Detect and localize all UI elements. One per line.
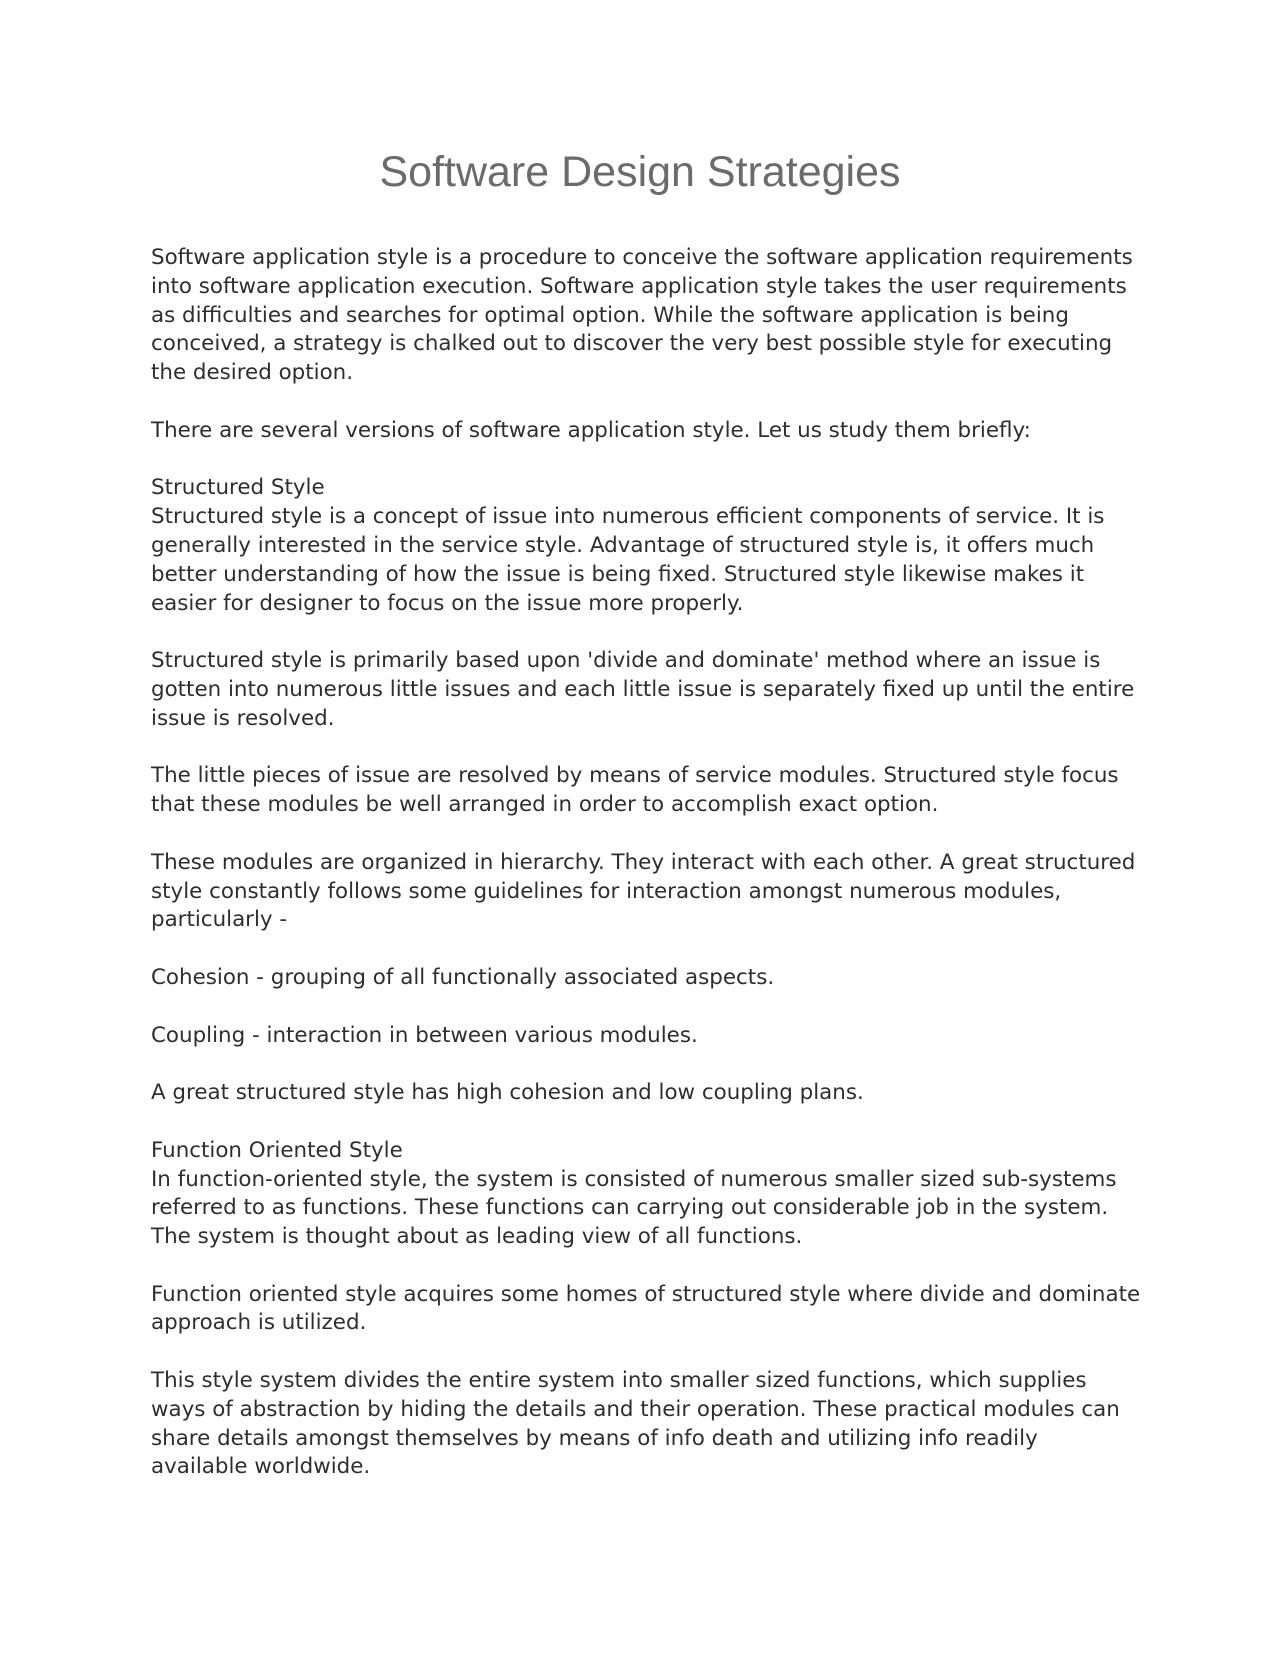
paragraph-high-cohesion: A great structured style has high cohesion and low coupling plans. [151,1080,864,1106]
section-heading-structured-style: Structured Style [151,475,325,501]
paragraph-coupling: Coupling - interaction in between various modules. [151,1022,698,1048]
paragraph-function-acquires: Function oriented style acquires some homes of structured style where divide and dominate approach is utilized. [151,1281,1141,1336]
paragraph-divide-and-dominate: Structured style is primarily based upon 'divide and dominate' method where an issue is gotten into numerous little issues and each little issue is separately fixed up until the entire issue is resolved. [151,648,1135,731]
paragraph-versions: There are several versions of software application style. Let us study them briefly: [151,417,1031,443]
section-heading-function-oriented-style: Function Oriented Style [151,1137,403,1163]
document-body [151,244,1141,1511]
paragraph-service-modules: The little pieces of issue are resolved by means of service modules. Structured style focus that these modules be well arranged in order to accomplish exact option. [151,763,1119,818]
paragraph-intro: Software application style is a procedure to conceive the software application requirements into software application execution. Software application style takes the user requirements as difficulties and searches for optimal option. While the software application is being conceived, a strategy is chalked out to discover the very best possible style for executing the desired option. [151,245,1133,386]
paragraph-style-system-divides: This style system divides the entire system into smaller sized functions, which supplies ways of abstraction by hiding the details and their operation. These practical modules can share details amongst themselves by means of info death and utilizing info readily available worldwide. [151,1368,1120,1480]
page-title: Software Design Strategies [379,148,901,196]
paragraph-function-oriented: In function-oriented style, the system is consisted of numerous smaller sized sub-systems referred to as functions. These functions can carrying out considerable job in the system. The system is thought about as leading view of all functions. [151,1166,1117,1250]
paragraph-cohesion: Cohesion - grouping of all functionally associated aspects. [151,964,775,990]
paragraph-structured-concept: Structured style is a concept of issue into numerous efficient components of service. It is generally interested in the service style. Advantage of structured style is, it offers much better understanding of how the issue is being fixed. Structured style likewise makes it easier for designer to focus on the issue more properly. [151,504,1105,616]
paragraph-hierarchy: These modules are organized in hierarchy. They interact with each other. A great structured style constantly follows some guidelines for interaction amongst numerous modules, particularly - [151,849,1136,933]
